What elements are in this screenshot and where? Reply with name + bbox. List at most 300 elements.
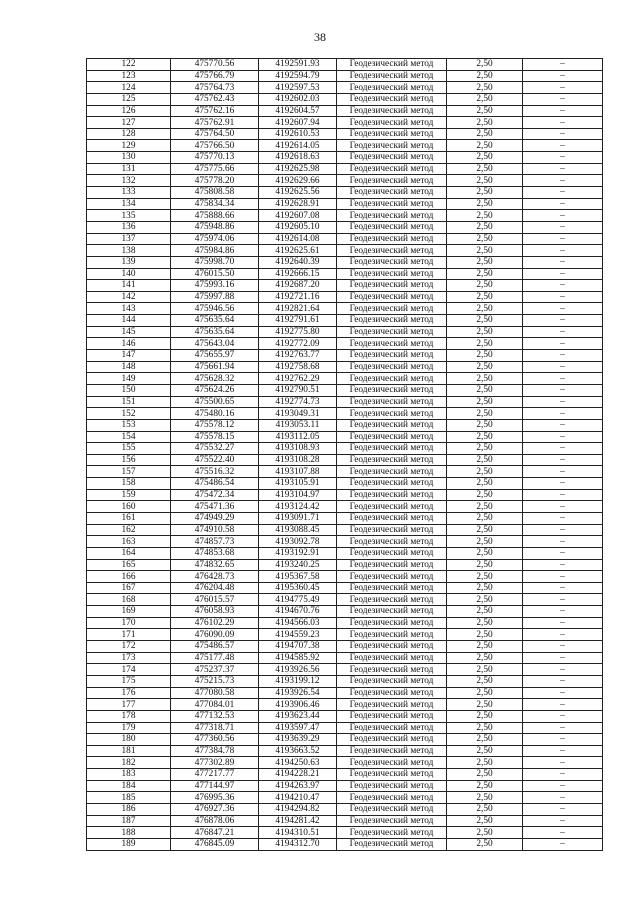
description-cell: – — [523, 210, 603, 222]
y-coordinate-cell: 4192763.77 — [259, 350, 337, 362]
point-number-cell: 154 — [87, 431, 171, 443]
table-row — [87, 606, 603, 618]
method-cell: Геодезический метод — [337, 268, 447, 280]
y-coordinate-cell: 4192607.94 — [259, 117, 337, 129]
point-number-cell: 175 — [87, 675, 171, 687]
description-cell: – — [523, 245, 603, 257]
description-cell: – — [523, 187, 603, 199]
x-coordinate-cell: 476090.09 — [171, 629, 259, 641]
x-coordinate-cell: 475177.48 — [171, 652, 259, 664]
method-cell: Геодезический метод — [337, 128, 447, 140]
accuracy-cell: 2,50 — [447, 221, 523, 233]
description-cell: – — [523, 396, 603, 408]
y-coordinate-cell: 4193092.78 — [259, 536, 337, 548]
accuracy-cell: 2,50 — [447, 431, 523, 443]
x-coordinate-cell: 475237.37 — [171, 664, 259, 676]
method-cell: Геодезический метод — [337, 384, 447, 396]
method-cell: Геодезический метод — [337, 396, 447, 408]
y-coordinate-cell: 4192604.57 — [259, 105, 337, 117]
method-cell: Геодезический метод — [337, 710, 447, 722]
table-row — [87, 815, 603, 827]
table-row — [87, 163, 603, 175]
point-number-cell: 153 — [87, 419, 171, 431]
table-row — [87, 792, 603, 804]
x-coordinate-cell: 475578.15 — [171, 431, 259, 443]
method-cell: Геодезический метод — [337, 547, 447, 559]
table-row — [87, 524, 603, 536]
method-cell: Геодезический метод — [337, 838, 447, 850]
table-row — [87, 454, 603, 466]
y-coordinate-cell: 4193105.91 — [259, 478, 337, 490]
x-coordinate-cell: 475655.97 — [171, 350, 259, 362]
accuracy-cell: 2,50 — [447, 675, 523, 687]
x-coordinate-cell: 475808.58 — [171, 187, 259, 199]
point-number-cell: 172 — [87, 641, 171, 653]
table-row — [87, 687, 603, 699]
x-coordinate-cell: 477132.53 — [171, 710, 259, 722]
y-coordinate-cell: 4192721.16 — [259, 291, 337, 303]
table-row — [87, 559, 603, 571]
method-cell: Геодезический метод — [337, 233, 447, 245]
point-number-cell: 129 — [87, 140, 171, 152]
method-cell: Геодезический метод — [337, 815, 447, 827]
y-coordinate-cell: 4193108.28 — [259, 454, 337, 466]
y-coordinate-cell: 4192666.15 — [259, 268, 337, 280]
point-number-cell: 132 — [87, 175, 171, 187]
point-number-cell: 125 — [87, 93, 171, 105]
accuracy-cell: 2,50 — [447, 804, 523, 816]
y-coordinate-cell: 4193192.91 — [259, 547, 337, 559]
x-coordinate-cell: 474857.73 — [171, 536, 259, 548]
table-row — [87, 105, 603, 117]
table-row — [87, 641, 603, 653]
method-cell: Геодезический метод — [337, 82, 447, 94]
y-coordinate-cell: 4192628.91 — [259, 198, 337, 210]
method-cell: Геодезический метод — [337, 524, 447, 536]
x-coordinate-cell: 477302.89 — [171, 757, 259, 769]
x-coordinate-cell: 475486.57 — [171, 641, 259, 653]
x-coordinate-cell: 476995.36 — [171, 792, 259, 804]
table-row — [87, 233, 603, 245]
point-number-cell: 137 — [87, 233, 171, 245]
accuracy-cell: 2,50 — [447, 780, 523, 792]
description-cell: – — [523, 641, 603, 653]
description-cell: – — [523, 350, 603, 362]
point-number-cell: 138 — [87, 245, 171, 257]
accuracy-cell: 2,50 — [447, 384, 523, 396]
description-cell: – — [523, 501, 603, 513]
table-row — [87, 373, 603, 385]
point-number-cell: 158 — [87, 478, 171, 490]
y-coordinate-cell: 4193053.11 — [259, 419, 337, 431]
description-cell: – — [523, 827, 603, 839]
accuracy-cell: 2,50 — [447, 140, 523, 152]
table-row — [87, 629, 603, 641]
method-cell: Геодезический метод — [337, 664, 447, 676]
point-number-cell: 140 — [87, 268, 171, 280]
x-coordinate-cell: 475778.20 — [171, 175, 259, 187]
table-row — [87, 326, 603, 338]
description-cell: – — [523, 629, 603, 641]
point-number-cell: 179 — [87, 722, 171, 734]
point-number-cell: 135 — [87, 210, 171, 222]
accuracy-cell: 2,50 — [447, 419, 523, 431]
description-cell: – — [523, 687, 603, 699]
point-number-cell: 161 — [87, 512, 171, 524]
table-row — [87, 745, 603, 757]
x-coordinate-cell: 475762.43 — [171, 93, 259, 105]
point-number-cell: 152 — [87, 408, 171, 420]
accuracy-cell: 2,50 — [447, 699, 523, 711]
description-cell: – — [523, 804, 603, 816]
table-row — [87, 361, 603, 373]
point-number-cell: 130 — [87, 152, 171, 164]
y-coordinate-cell: 4193108.93 — [259, 443, 337, 455]
y-coordinate-cell: 4192758.68 — [259, 361, 337, 373]
y-coordinate-cell: 4194294.82 — [259, 804, 337, 816]
y-coordinate-cell: 4193623.44 — [259, 710, 337, 722]
x-coordinate-cell: 475516.32 — [171, 466, 259, 478]
x-coordinate-cell: 475766.79 — [171, 70, 259, 82]
y-coordinate-cell: 4193926.54 — [259, 687, 337, 699]
table-row — [87, 769, 603, 781]
method-cell: Геодезический метод — [337, 315, 447, 327]
description-cell: – — [523, 175, 603, 187]
x-coordinate-cell: 476204.48 — [171, 582, 259, 594]
y-coordinate-cell: 4192614.08 — [259, 233, 337, 245]
table-row — [87, 501, 603, 513]
accuracy-cell: 2,50 — [447, 734, 523, 746]
table-row — [87, 536, 603, 548]
point-number-cell: 142 — [87, 291, 171, 303]
point-number-cell: 146 — [87, 338, 171, 350]
table-row — [87, 152, 603, 164]
x-coordinate-cell: 475764.73 — [171, 82, 259, 94]
table-row — [87, 722, 603, 734]
description-cell: – — [523, 652, 603, 664]
description-cell: – — [523, 315, 603, 327]
accuracy-cell: 2,50 — [447, 745, 523, 757]
y-coordinate-cell: 4192629.66 — [259, 175, 337, 187]
accuracy-cell: 2,50 — [447, 582, 523, 594]
accuracy-cell: 2,50 — [447, 117, 523, 129]
description-cell: – — [523, 303, 603, 315]
x-coordinate-cell: 475948.86 — [171, 221, 259, 233]
x-coordinate-cell: 475764.50 — [171, 128, 259, 140]
y-coordinate-cell: 4192605.10 — [259, 221, 337, 233]
point-number-cell: 168 — [87, 594, 171, 606]
x-coordinate-cell: 475471.36 — [171, 501, 259, 513]
y-coordinate-cell: 4193112.05 — [259, 431, 337, 443]
accuracy-cell: 2,50 — [447, 245, 523, 257]
method-cell: Геодезический метод — [337, 769, 447, 781]
table-row — [87, 303, 603, 315]
y-coordinate-cell: 4195360.45 — [259, 582, 337, 594]
accuracy-cell: 2,50 — [447, 396, 523, 408]
point-number-cell: 136 — [87, 221, 171, 233]
accuracy-cell: 2,50 — [447, 268, 523, 280]
accuracy-cell: 2,50 — [447, 536, 523, 548]
point-number-cell: 133 — [87, 187, 171, 199]
point-number-cell: 148 — [87, 361, 171, 373]
description-cell: – — [523, 734, 603, 746]
description-cell: – — [523, 59, 603, 71]
table-row — [87, 187, 603, 199]
x-coordinate-cell: 475888.66 — [171, 210, 259, 222]
description-cell: – — [523, 454, 603, 466]
y-coordinate-cell: 4192614.05 — [259, 140, 337, 152]
description-cell: – — [523, 757, 603, 769]
table-row — [87, 838, 603, 850]
y-coordinate-cell: 4192597.53 — [259, 82, 337, 94]
x-coordinate-cell: 477144.97 — [171, 780, 259, 792]
x-coordinate-cell: 475998.70 — [171, 256, 259, 268]
description-cell: – — [523, 373, 603, 385]
accuracy-cell: 2,50 — [447, 408, 523, 420]
y-coordinate-cell: 4192594.79 — [259, 70, 337, 82]
table-row — [87, 710, 603, 722]
x-coordinate-cell: 475834.34 — [171, 198, 259, 210]
accuracy-cell: 2,50 — [447, 70, 523, 82]
table-row — [87, 804, 603, 816]
x-coordinate-cell: 475775.66 — [171, 163, 259, 175]
table-row — [87, 478, 603, 490]
table-row — [87, 443, 603, 455]
method-cell: Геодезический метод — [337, 350, 447, 362]
table-row — [87, 59, 603, 71]
y-coordinate-cell: 4194228.21 — [259, 769, 337, 781]
point-number-cell: 164 — [87, 547, 171, 559]
accuracy-cell: 2,50 — [447, 128, 523, 140]
method-cell: Геодезический метод — [337, 419, 447, 431]
y-coordinate-cell: 4193240.25 — [259, 559, 337, 571]
accuracy-cell: 2,50 — [447, 59, 523, 71]
y-coordinate-cell: 4194585.92 — [259, 652, 337, 664]
point-number-cell: 176 — [87, 687, 171, 699]
x-coordinate-cell: 475486.54 — [171, 478, 259, 490]
description-cell: – — [523, 769, 603, 781]
accuracy-cell: 2,50 — [447, 547, 523, 559]
accuracy-cell: 2,50 — [447, 606, 523, 618]
accuracy-cell: 2,50 — [447, 594, 523, 606]
x-coordinate-cell: 475480.16 — [171, 408, 259, 420]
description-cell: – — [523, 780, 603, 792]
y-coordinate-cell: 4193597.47 — [259, 722, 337, 734]
method-cell: Геодезический метод — [337, 512, 447, 524]
method-cell: Геодезический метод — [337, 466, 447, 478]
method-cell: Геодезический метод — [337, 187, 447, 199]
description-cell: – — [523, 221, 603, 233]
accuracy-cell: 2,50 — [447, 559, 523, 571]
method-cell: Геодезический метод — [337, 210, 447, 222]
method-cell: Геодезический метод — [337, 443, 447, 455]
table-row — [87, 419, 603, 431]
method-cell: Геодезический метод — [337, 641, 447, 653]
x-coordinate-cell: 477318.71 — [171, 722, 259, 734]
accuracy-cell: 2,50 — [447, 187, 523, 199]
description-cell: – — [523, 93, 603, 105]
point-number-cell: 155 — [87, 443, 171, 455]
x-coordinate-cell: 475215.73 — [171, 675, 259, 687]
point-number-cell: 188 — [87, 827, 171, 839]
description-cell: – — [523, 140, 603, 152]
accuracy-cell: 2,50 — [447, 163, 523, 175]
table-row — [87, 256, 603, 268]
table-row — [87, 489, 603, 501]
y-coordinate-cell: 4194566.03 — [259, 617, 337, 629]
method-cell: Геодезический метод — [337, 722, 447, 734]
x-coordinate-cell: 477384.78 — [171, 745, 259, 757]
x-coordinate-cell: 474949.29 — [171, 512, 259, 524]
point-number-cell: 147 — [87, 350, 171, 362]
point-number-cell: 162 — [87, 524, 171, 536]
y-coordinate-cell: 4192687.20 — [259, 280, 337, 292]
description-cell: – — [523, 105, 603, 117]
x-coordinate-cell: 475635.64 — [171, 326, 259, 338]
x-coordinate-cell: 475946.56 — [171, 303, 259, 315]
method-cell: Геодезический метод — [337, 617, 447, 629]
x-coordinate-cell: 476015.57 — [171, 594, 259, 606]
coordinates-table-body — [87, 59, 603, 851]
table-row — [87, 431, 603, 443]
accuracy-cell: 2,50 — [447, 443, 523, 455]
point-number-cell: 131 — [87, 163, 171, 175]
y-coordinate-cell: 4192790.51 — [259, 384, 337, 396]
accuracy-cell: 2,50 — [447, 838, 523, 850]
y-coordinate-cell: 4192774.73 — [259, 396, 337, 408]
accuracy-cell: 2,50 — [447, 722, 523, 734]
description-cell: – — [523, 408, 603, 420]
description-cell: – — [523, 559, 603, 571]
description-cell: – — [523, 722, 603, 734]
method-cell: Геодезический метод — [337, 198, 447, 210]
description-cell: – — [523, 594, 603, 606]
point-number-cell: 144 — [87, 315, 171, 327]
table-row — [87, 315, 603, 327]
description-cell: – — [523, 664, 603, 676]
point-number-cell: 173 — [87, 652, 171, 664]
method-cell: Геодезический метод — [337, 408, 447, 420]
y-coordinate-cell: 4192610.53 — [259, 128, 337, 140]
x-coordinate-cell: 477080.58 — [171, 687, 259, 699]
x-coordinate-cell: 475522.40 — [171, 454, 259, 466]
x-coordinate-cell: 475766.50 — [171, 140, 259, 152]
description-cell: – — [523, 117, 603, 129]
table-row — [87, 245, 603, 257]
y-coordinate-cell: 4193091.71 — [259, 512, 337, 524]
table-row — [87, 221, 603, 233]
y-coordinate-cell: 4194312.70 — [259, 838, 337, 850]
table-row — [87, 582, 603, 594]
point-number-cell: 134 — [87, 198, 171, 210]
table-row — [87, 408, 603, 420]
description-cell: – — [523, 547, 603, 559]
method-cell: Геодезический метод — [337, 675, 447, 687]
accuracy-cell: 2,50 — [447, 233, 523, 245]
y-coordinate-cell: 4194250.63 — [259, 757, 337, 769]
accuracy-cell: 2,50 — [447, 512, 523, 524]
x-coordinate-cell: 474910.58 — [171, 524, 259, 536]
x-coordinate-cell: 476927.36 — [171, 804, 259, 816]
method-cell: Геодезический метод — [337, 140, 447, 152]
method-cell: Геодезический метод — [337, 629, 447, 641]
table-row — [87, 350, 603, 362]
point-number-cell: 150 — [87, 384, 171, 396]
method-cell: Геодезический метод — [337, 70, 447, 82]
description-cell: – — [523, 268, 603, 280]
y-coordinate-cell: 4195367.58 — [259, 571, 337, 583]
accuracy-cell: 2,50 — [447, 687, 523, 699]
point-number-cell: 178 — [87, 710, 171, 722]
point-number-cell: 128 — [87, 128, 171, 140]
method-cell: Геодезический метод — [337, 652, 447, 664]
accuracy-cell: 2,50 — [447, 175, 523, 187]
accuracy-cell: 2,50 — [447, 82, 523, 94]
y-coordinate-cell: 4194559.23 — [259, 629, 337, 641]
description-cell: – — [523, 326, 603, 338]
x-coordinate-cell: 476058.93 — [171, 606, 259, 618]
point-number-cell: 181 — [87, 745, 171, 757]
method-cell: Геодезический метод — [337, 361, 447, 373]
accuracy-cell: 2,50 — [447, 361, 523, 373]
table-row — [87, 664, 603, 676]
x-coordinate-cell: 475984.86 — [171, 245, 259, 257]
accuracy-cell: 2,50 — [447, 454, 523, 466]
method-cell: Геодезический метод — [337, 291, 447, 303]
y-coordinate-cell: 4192791.61 — [259, 315, 337, 327]
description-cell: – — [523, 815, 603, 827]
x-coordinate-cell: 476845.09 — [171, 838, 259, 850]
description-cell: – — [523, 431, 603, 443]
y-coordinate-cell: 4193906.46 — [259, 699, 337, 711]
table-row — [87, 594, 603, 606]
table-row — [87, 547, 603, 559]
y-coordinate-cell: 4194210.47 — [259, 792, 337, 804]
accuracy-cell: 2,50 — [447, 338, 523, 350]
point-number-cell: 163 — [87, 536, 171, 548]
y-coordinate-cell: 4194670.76 — [259, 606, 337, 618]
description-cell: – — [523, 675, 603, 687]
table-row — [87, 675, 603, 687]
y-coordinate-cell: 4193104.97 — [259, 489, 337, 501]
accuracy-cell: 2,50 — [447, 198, 523, 210]
method-cell: Геодезический метод — [337, 303, 447, 315]
x-coordinate-cell: 477360.56 — [171, 734, 259, 746]
method-cell: Геодезический метод — [337, 338, 447, 350]
table-row — [87, 780, 603, 792]
method-cell: Геодезический метод — [337, 280, 447, 292]
x-coordinate-cell: 474832.65 — [171, 559, 259, 571]
x-coordinate-cell: 474853.68 — [171, 547, 259, 559]
point-number-cell: 159 — [87, 489, 171, 501]
table-row — [87, 70, 603, 82]
accuracy-cell: 2,50 — [447, 280, 523, 292]
point-number-cell: 189 — [87, 838, 171, 850]
y-coordinate-cell: 4192591.93 — [259, 59, 337, 71]
accuracy-cell: 2,50 — [447, 105, 523, 117]
description-cell: – — [523, 710, 603, 722]
x-coordinate-cell: 475993.16 — [171, 280, 259, 292]
method-cell: Геодезический метод — [337, 501, 447, 513]
description-cell: – — [523, 478, 603, 490]
accuracy-cell: 2,50 — [447, 466, 523, 478]
accuracy-cell: 2,50 — [447, 350, 523, 362]
y-coordinate-cell: 4192625.98 — [259, 163, 337, 175]
accuracy-cell: 2,50 — [447, 571, 523, 583]
method-cell: Геодезический метод — [337, 827, 447, 839]
table-row — [87, 396, 603, 408]
description-cell: – — [523, 792, 603, 804]
